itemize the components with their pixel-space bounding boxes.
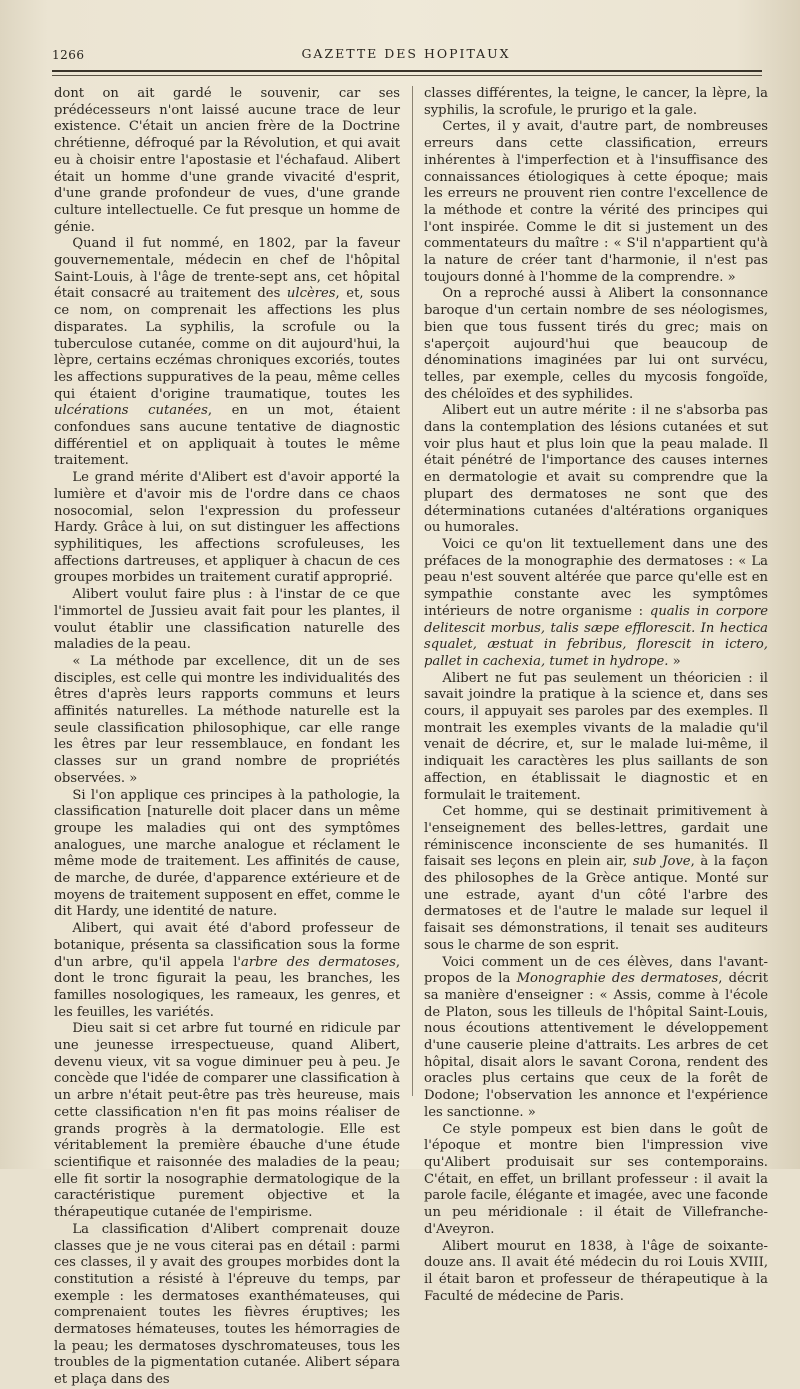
running-head — [52, 44, 760, 64]
paragraph: Voici comment un de ces élèves, dans l'avant-propos de la Monographie des dermatoses, décrit sa manière d'enseigner : « Assis, comme à l'école de Platon, sous les tilleuls de l'hôpital Saint-Louis, nous écoutions attentivement le développement d'une causerie pleine d'attraits. Les arbres de cet hôpital, disait alors le savant Corona, rendent des oracles plus certains que ceux de la forêt de Dodone; l'observation les annonce et l'expérience les sanctionne. » — [424, 954, 768, 1120]
paragraph: Si l'on applique ces principes à la pathologie, la classification [naturelle doit placer dans un même groupe les maladies qui ont des symptômes analogues, une marche analogue et réclament le même mode de traitement. Les affinités de cause, de marche, de durée, d'apparence extérieure et de moyens de traitement supposent en effet, comme le dit Hardy, une identité de nature. — [54, 787, 400, 920]
paragraph: dont on ait gardé le souvenir, car ses prédécesseurs n'ont laissé aucune trace de leur existence. C'était un ancien frère de la Doctrine chrétienne, défroqué par la Révolution, et qui avait eu à choisir entre l'apostasie et l'échafaud. Alibert était un homme d'une grande vivacité d'esprit, d'une grande profondeur de vues, d'une grande culture intellectuelle. Ce fut presque un homme de génie. — [54, 86, 400, 235]
paragraph: Voici ce qu'on lit textuellement dans une des préfaces de la monographie des dermatoses : « La peau n'est souvent altérée que parce qu'elle est en sympathie constante avec les symptômes intérieurs de notre organisme : qualis in corpore delitescit morbus, talis sæpe efflorescit. In hectica squalet, æstuat in febribus, florescit in ictero, pallet in cachexia, tumet in hydrope. » — [424, 536, 768, 669]
header-rule-thick — [52, 70, 762, 72]
right-column — [424, 86, 768, 1305]
quotation-paragraph: « La méthode par excellence, dit un de ses disciples, est celle qui montre les individualités des êtres d'après leurs rapports communs et leurs affinités naturelles. La méthode naturelle est la seule classification philosophique, car elle range les êtres par leur ressemblauce, en fondant les classes sur un grand nombre de propriétés observées. » — [54, 653, 400, 786]
paragraph: Alibert ne fut pas seulement un théoricien : il savait joindre la pratique à la science et, dans ses cours, il appuyait ses paroles par des exemples. Il montrait les exemples vivants de la maladie qu'il venait de décrire, et, sur le malade lui-même, il indiquait les caractères les plus saillants de son affection, en établissait le diagnostic et en formulait le traitement. — [424, 670, 768, 803]
paragraph: Alibert, qui avait été d'abord professeur de botanique, présenta sa classification sous la forme d'un arbre, qu'il appela l'arbre des dermatoses, dont le tronc figurait la peau, les branches, les familles nosologiques, les rameaux, les genres, et les feuilles, les variétés. — [54, 921, 400, 1020]
paragraph: Dieu sait si cet arbre fut tourné en ridicule par une jeunesse irrespectueuse, quand Alibert, devenu vieux, vit sa vogue diminuer peu à peu. Je concède que l'idée de comparer une classification à un arbre n'était peut-être pas très heureuse, mais cette classification n'en fit pas moins réaliser de grands progrès à la dermatologie. Elle est véritablement la première ébauche d'une étude scientifique et raisonnée des maladies de la peau; elle fit sortir la nosographie dermatologique de la caractéristique purement objective et la thérapeutique cutanée de l'empirisme. — [54, 1021, 400, 1221]
paragraph: Alibert mourut en 1838, à l'âge de soixante-douze ans. Il avait été médecin du roi Louis XVIII, il était baron et professeur de thérapeutique à la Faculté de médecine de Paris. — [424, 1238, 768, 1304]
paragraph: classes différentes, la teigne, le cancer, la lèpre, la syphilis, la scrofule, le prurigo et la gale. — [424, 86, 768, 118]
paragraph: La classification d'Alibert comprenait douze classes que je ne vous citerai pas en détail : parmi ces classes, il y avait des groupes morbides dont la constitution a résisté à l'épreuve du temps, par exemple : les dermatoses exanthémateuses, qui comprenaient toutes les fièvres éruptives; les dermatoses hémateuses, toutes les hémorragies de la peau; les dermatoses dyschromateuses, tous les troubles de la pigmentation cutanée. Alibert sépara et plaça dans des — [54, 1221, 400, 1388]
journal-title: GAZETTE DES HOPITAUX — [301, 46, 511, 61]
paragraph: Cet homme, qui se destinait primitivement à l'enseignement des belles-lettres, gardait une réminiscence inconsciente de ses humanités. Il faisait ses leçons en plein air, sub Jove, à la façon des philosophes de la Grèce antique. Monté sur une estrade, ayant d'un côté l'arbre des dermatoses et de l'autre le malade sur lequel il faisait ses démonstrations, il tenait ses auditeurs sous le charme de son esprit. — [424, 804, 769, 953]
paragraph: Le grand mérite d'Alibert est d'avoir apporté la lumière et d'avoir mis de l'ordre dans ce chaos nosocomial, selon l'expression du professeur Hardy. Grâce à lui, on sut distinguer les affections syphilitiques, les affections scrofuleuses, les affections dartreuses, et appliquer à chacun de ces groupes morbides un traitement curatif approprié. — [54, 470, 400, 586]
paragraph: Certes, il y avait, d'autre part, de nombreuses erreurs dans cette classification, erreurs inhérentes à l'imperfection et à l'insuffisance des connaissances étiologiques à cette époque; mais les erreurs ne prouvent rien contre l'excellence de la méthode et contre la vérité des principes qui l'ont inspirée. Comme le dit si justement un des commentateurs du maître : « S'il n'appartient qu'à la nature de créer tant d'harmonie, il n'est pas toujours donné à l'homme de la comprendre. » — [424, 119, 768, 285]
paragraph: Alibert eut un autre mérite : il ne s'absorba pas dans la contemplation des lésions cutanées et sut voir plus haut et plus loin que la peau malade. Il était pénétré de l'importance des causes internes en dermatologie et avait su comprendre que la plupart des dermatoses ne sont que des déterminations cutanées d'altérations organiques ou humorales. — [424, 403, 768, 536]
paragraph: Ce style pompeux est bien dans le goût de l'époque et montre bien l'impression vive qu'Alibert produisait sur ses contemporains. C'était, en effet, un brillant professeur : il avait la parole facile, élégante et imagée, avec une faconde un peu méridionale : il était de Villefranche-d'Aveyron. — [424, 1121, 768, 1237]
page-number: 1266 — [52, 48, 85, 62]
paragraph: On a reproché aussi à Alibert la consonnance baroque d'un certain nombre de ses néologismes, bien que tous fussent tirés du grec; mais on s'aperçoit aujourd'hui que beaucoup de dénominations imaginées par lui ont survécu, telles, par exemple, celles du mycosis fongoïde, des chéloïdes et des syphilides. — [424, 286, 768, 402]
paragraph: Alibert voulut faire plus : à l'instar de ce que l'immortel de Jussieu avait fait pour les plantes, il voulut établir une classification naturelle des maladies de la peau. — [54, 587, 400, 653]
header-rule-thin — [52, 75, 762, 76]
left-column — [54, 86, 400, 1389]
paragraph: Quand il fut nommé, en 1802, par la faveur gouvernementale, médecin en chef de l'hôpital Saint-Louis, à l'âge de trente-sept ans, cet hôpital était consacré au traitement des ulcères, et, sous ce nom, on comprenait les affections les plus disparates. La syphilis, la scrofule ou la tuberculose cutanée, comme on dit aujourd'hui, la lèpre, certains eczémas chroniques excoriés, toutes les affections suppuratives de la peau, même celles qui étaient d'origine traumatique, toutes les ulcérations cutanées, en un mot, étaient confondues sans aucune tentative de diagnostic différentiel et on appliquait à toutes le même traitement. — [54, 236, 400, 469]
column-divider — [412, 86, 413, 1096]
